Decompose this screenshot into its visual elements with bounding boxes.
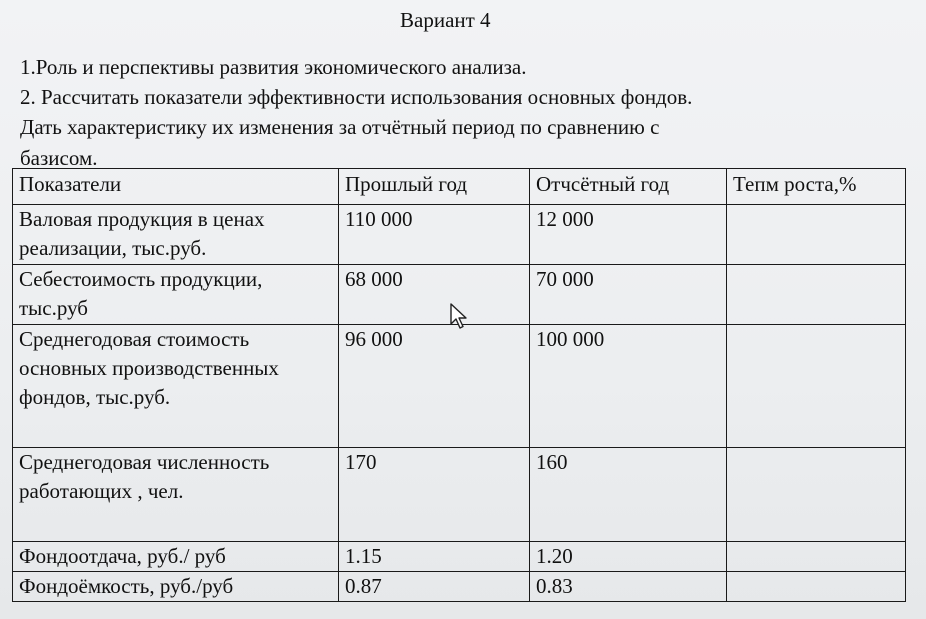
header-growth-rate: Тепм роста,% — [727, 169, 906, 205]
row-label: Среднегодовая численность работающих , чел. — [13, 448, 339, 542]
task-line-2: 2. Рассчитать показатели эффективности использования основных фондов. — [20, 85, 693, 109]
growth-value — [727, 542, 906, 572]
prev-year-value: 1.15 — [339, 542, 530, 572]
header-current-year: Отчсётный год — [530, 169, 727, 205]
prev-year-value: 110 000 — [339, 205, 530, 265]
row-label: Фондоотдача, руб./ руб — [13, 542, 339, 572]
prev-year-value: 96 000 — [339, 325, 530, 448]
task-line-4: базисом. — [20, 146, 98, 170]
variant-title: Вариант 4 — [400, 8, 491, 32]
table-header-row — [13, 169, 906, 205]
growth-value — [727, 265, 906, 325]
curr-year-value: 1.20 — [530, 542, 727, 572]
growth-value — [727, 325, 906, 448]
curr-year-value: 12 000 — [530, 205, 727, 265]
table-row — [13, 448, 906, 542]
row-label: Валовая продукция в ценах реализации, тыс.руб. — [13, 205, 339, 265]
growth-value — [727, 448, 906, 542]
table-row — [13, 325, 906, 448]
task-line-1: 1.Роль и перспективы развития экономического анализа. — [20, 55, 527, 79]
curr-year-value: 160 — [530, 448, 727, 542]
table-row — [13, 542, 906, 572]
header-indicators: Показатели — [13, 169, 339, 205]
growth-value — [727, 572, 906, 602]
indicators-table — [12, 168, 906, 602]
prev-year-value: 170 — [339, 448, 530, 542]
header-previous-year: Прошлый год — [339, 169, 530, 205]
curr-year-value: 100 000 — [530, 325, 727, 448]
row-label: Фондоёмкость, руб./руб — [13, 572, 339, 602]
prev-year-value: 0.87 — [339, 572, 530, 602]
mouse-pointer-icon — [449, 302, 469, 335]
task-line-3: Дать характеристику их изменения за отчётный период по сравнению с — [20, 115, 660, 139]
curr-year-value: 0.83 — [530, 572, 727, 602]
table-row — [13, 205, 906, 265]
row-label: Себестоимость продукции, тыс.руб — [13, 265, 339, 325]
table-row — [13, 572, 906, 602]
row-label: Среднегодовая стоимость основных производственных фондов, тыс.руб. — [13, 325, 339, 448]
prev-year-value: 68 000 — [339, 265, 530, 325]
growth-value — [727, 205, 906, 265]
curr-year-value: 70 000 — [530, 265, 727, 325]
